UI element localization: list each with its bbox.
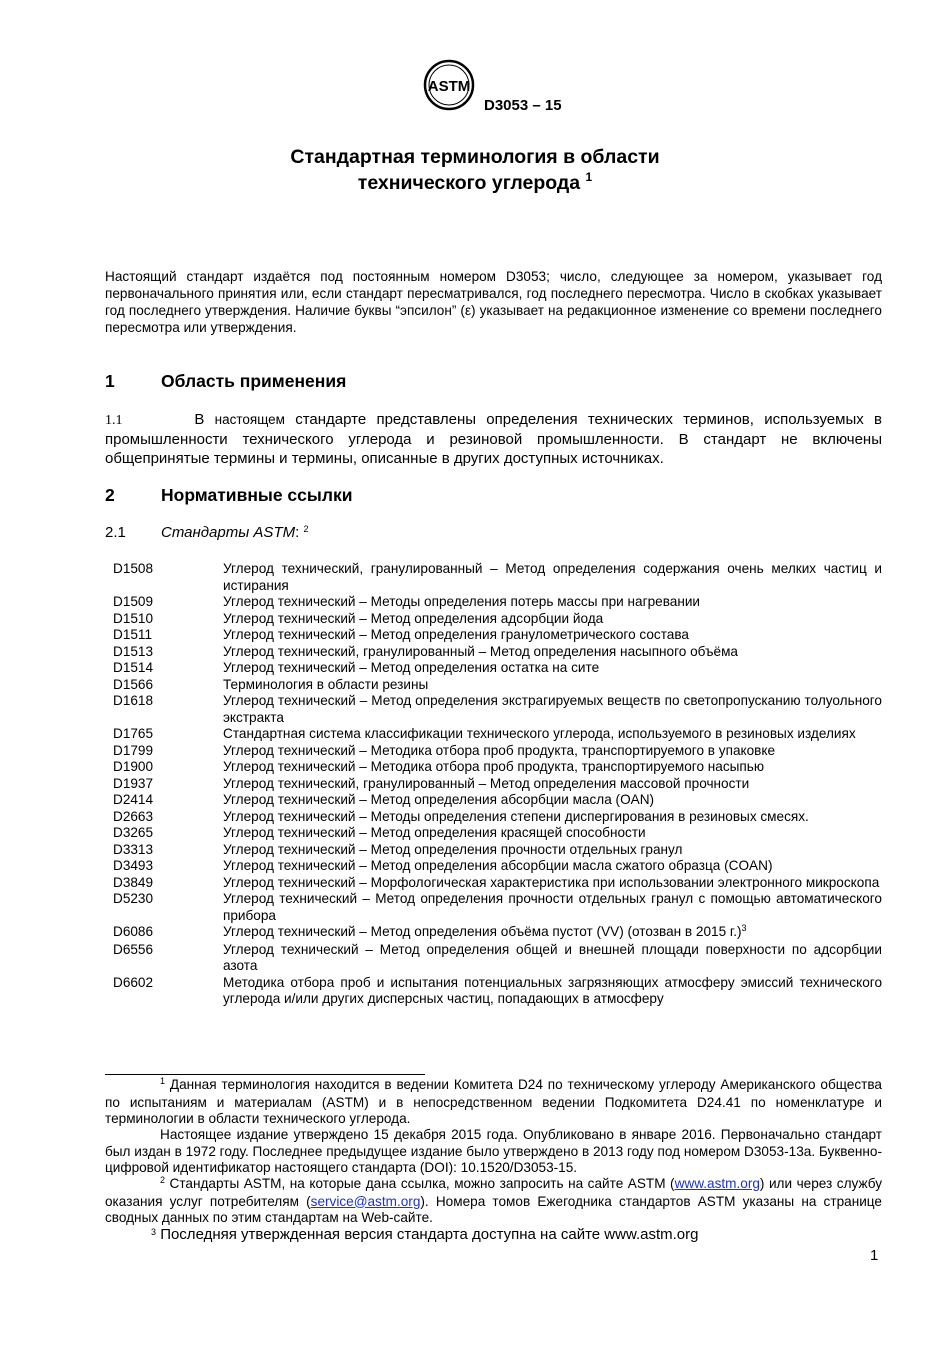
- section-1-number: 1: [105, 371, 115, 391]
- footnote-3: [151, 1226, 698, 1243]
- reference-title: [223, 660, 882, 677]
- reference-code: D1509: [113, 594, 154, 609]
- reference-code: D1799: [113, 742, 154, 758]
- reference-row: [113, 743, 882, 760]
- reference-row: [113, 677, 882, 694]
- intro-paragraph: Настоящий стандарт издаётся под постоянным номером D3053; число, следующее за номером, указывает год первоначального принятия или, если стандарт пересматривался, год последнего пересмотра. Число в скобках указывает год последнего утверждения. Наличие буквы “эпсилон” (ε) указывает на редакционное изменение со времени последнего пересмотра или утверждения.: [105, 269, 882, 335]
- reference-title: [223, 627, 882, 644]
- clause-1-1-word2: настоящем: [214, 412, 285, 427]
- reference-title: [223, 561, 882, 594]
- reference-code: D5230: [113, 891, 154, 906]
- reference-row: [113, 693, 882, 726]
- reference-title-text: Стандартная система классификации технического углерода, используемого в резиновых изделиях: [223, 726, 856, 741]
- reference-row: [113, 776, 882, 793]
- clause-1-1-text: стандарте представлены определения технических терминов, используемых в промышленности технического углерода и резиновой промышленности. В стандарт не включены общепринятые термины и термины, описанные в других доступных источниках.: [105, 411, 882, 467]
- reference-row: [113, 924, 882, 942]
- reference-title: [223, 743, 882, 760]
- reference-title: [223, 891, 882, 924]
- footnote-3-text: Последняя утвержденная версия стандарта доступна на сайте www.astm.org: [160, 1226, 699, 1243]
- reference-row: [113, 611, 882, 628]
- reference-title: [223, 644, 882, 661]
- reference-title-text: Углерод технический – Метод определения абсорбции масла (OAN): [223, 792, 655, 807]
- reference-title: [223, 759, 882, 776]
- footnote-1-text: Данная терминология находится в ведении Комитета D24 по техническому углероду Американского общества по испытаниям и материалам (ASTM) и в непосредственном ведении Подкомитета D24.41 по номенклатуре и терминологии в области технического углерода.: [105, 1077, 882, 1126]
- reference-row: [113, 875, 882, 892]
- reference-title: [223, 825, 882, 842]
- clause-1-1-word1: В: [194, 411, 205, 428]
- astm-logo: [419, 58, 479, 112]
- reference-title: [223, 858, 882, 875]
- section-1-title: Область применения: [161, 371, 347, 391]
- reference-row: [113, 726, 882, 743]
- title-footnote-ref: 1: [585, 170, 593, 184]
- reference-title-text: Углерод технический – Метод определения прочности отдельных гранул с помощью автоматического прибора: [223, 891, 882, 923]
- section-2-title: Нормативные ссылки: [161, 485, 353, 505]
- reference-title-text: Углерод технический – Методика отбора проб продукта, транспортируемого в упаковке: [223, 742, 776, 758]
- reference-code: D6086: [113, 924, 154, 939]
- reference-title-text: Углерод технический – Методы определения степени диспергирования в резиновых смесях.: [223, 808, 809, 824]
- reference-title: [223, 726, 882, 743]
- clause-2-1-footnote-ref: 2: [303, 524, 309, 534]
- clause-2-1-colon: :: [295, 524, 300, 541]
- reference-list: [113, 561, 882, 1008]
- reference-title-text: Терминология в области резины: [223, 676, 429, 692]
- reference-code: D3849: [113, 874, 154, 890]
- reference-title: [223, 942, 882, 975]
- reference-title: [223, 792, 882, 809]
- clause-1-1: [105, 410, 882, 468]
- reference-footnote-ref: 3: [741, 923, 747, 933]
- reference-code: D3313: [113, 841, 154, 857]
- reference-row: [113, 792, 882, 809]
- reference-code: D1900: [113, 759, 154, 774]
- clause-1-1-number: 1.1: [105, 413, 123, 428]
- section-2-heading: [105, 485, 882, 507]
- reference-title-text: Углерод технический, гранулированный – Метод определения содержания очень мелких частиц и истирания: [223, 561, 882, 593]
- footnote-2-mark: 2: [160, 1175, 166, 1185]
- reference-title-text: Углерод технический – Морфологическая характеристика при использовании электронного микроскопа: [223, 874, 880, 890]
- clause-2-1: [105, 524, 309, 541]
- reference-title-text: Углерод технический – Методика отбора проб продукта, транспортируемого насыпью: [223, 759, 765, 774]
- reference-title: [223, 975, 882, 1008]
- reference-title: [223, 677, 882, 694]
- reference-title: [223, 594, 882, 611]
- logo-text: ASTM: [427, 78, 471, 95]
- reference-row: [113, 858, 882, 875]
- reference-title-text: Углерод технический – Метод определения остатка на сите: [223, 660, 600, 675]
- reference-title: [223, 875, 882, 892]
- reference-code: D1514: [113, 660, 154, 675]
- reference-row: [113, 942, 882, 975]
- reference-code: D1765: [113, 726, 154, 741]
- reference-title-text: Углерод технический – Метод определения абсорбции масла сжатого образца (COAN): [223, 858, 773, 873]
- reference-row: [113, 561, 882, 594]
- reference-row: [113, 759, 882, 776]
- reference-code: D2414: [113, 792, 154, 807]
- footnote-1-mark: 1: [160, 1076, 166, 1086]
- reference-title-text: Углерод технический, гранулированный – Метод определения насыпного объёма: [223, 643, 738, 659]
- reference-title-text: Углерод технический – Метод определения экстрагируемых веществ по светопропусканию толуольного экстракта: [223, 693, 882, 725]
- reference-title-text: Углерод технический – Методы определения потерь массы при нагревании: [223, 594, 701, 609]
- reference-title: [223, 776, 882, 793]
- reference-row: [113, 825, 882, 842]
- reference-title: [223, 924, 882, 942]
- footnote-2-text-b: ) или через службу оказания услуг потребителям (: [105, 1176, 882, 1209]
- title-line-1: Стандартная терминология в области: [290, 146, 660, 168]
- reference-code: D3265: [113, 825, 154, 840]
- clause-2-1-title: Стандарты ASTM: [161, 524, 296, 541]
- reference-code: D1510: [113, 610, 154, 626]
- footnote-separator: [105, 1074, 425, 1075]
- footnote-2-text-c: ). Номера томов Ежегодника стандартов ASTM указаны на странице сводных данных по этим стандартам на Web-сайте.: [105, 1193, 882, 1225]
- reference-title: [223, 611, 882, 628]
- reference-title-text: Углерод технический – Метод определения гранулометрического состава: [223, 627, 689, 642]
- reference-title-text: Углерод технический – Метод определения красящей способности: [223, 825, 646, 840]
- reference-code: D1513: [113, 643, 154, 659]
- title-line-2-text: технического углерода: [357, 172, 581, 194]
- reference-row: [113, 891, 882, 924]
- footnote-2: [105, 1176, 882, 1227]
- section-1-heading: [105, 371, 882, 393]
- reference-code: D6556: [113, 941, 154, 957]
- reference-title-text: Углерод технический – Метод определения прочности отдельных гранул: [223, 841, 683, 857]
- reference-title-text: Углерод технический, гранулированный – Метод определения массовой прочности: [223, 775, 750, 791]
- reference-row: [113, 809, 882, 826]
- reference-row: [113, 644, 882, 661]
- footnote-1-edition: Настоящее издание утверждено 15 декабря 2015 года. Опубликовано в январе 2016. Первоначально стандарт был издан в 1972 году. Последнее предыдущее издание было утверждено в 2013 году под номером D3053-13a. Буквенно-цифровой идентификатор настоящего стандарта (DOI): 10.1520/D3053-15.: [105, 1127, 882, 1175]
- section-2-number: 2: [105, 485, 115, 505]
- astm-website-link[interactable]: www.astm.org: [674, 1176, 760, 1191]
- reference-code: D1566: [113, 676, 154, 692]
- clause-2-1-label: [161, 524, 308, 541]
- reference-row: [113, 627, 882, 644]
- footnote-2-text-a: Стандарты ASTM, на которые дана ссылка, можно запросить на сайте ASTM (: [169, 1176, 675, 1191]
- footnote-3-mark: 3: [151, 1227, 157, 1237]
- reference-title: [223, 809, 882, 826]
- reference-row: [113, 975, 882, 1008]
- reference-row: [113, 660, 882, 677]
- reference-row: [113, 594, 882, 611]
- footnote-1: [105, 1077, 882, 1128]
- reference-title-text: Углерод технический – Метод определения адсорбции йода: [223, 610, 604, 626]
- service-email-link[interactable]: service@astm.org: [310, 1193, 421, 1209]
- reference-title-text: Углерод технический – Метод определения общей и внешней площади поверхности по адсорбции азота: [223, 941, 882, 973]
- reference-row: [113, 842, 882, 859]
- reference-code: D1508: [113, 561, 154, 576]
- reference-title-text: Углерод технический – Метод определения объёма пустот (VV) (отозван в 2015 г.): [223, 924, 742, 939]
- clause-2-1-number: 2.1: [105, 524, 126, 541]
- reference-title-text: Методика отбора проб и испытания потенциальных загрязняющих атмосферу эмиссий технического углерода и/или других дисперсных частиц, попадающих в атмосферу: [223, 974, 882, 1006]
- designation: D3053 – 15: [484, 97, 562, 114]
- reference-code: D3493: [113, 858, 154, 873]
- reference-code: D6602: [113, 974, 154, 990]
- reference-code: D1937: [113, 775, 154, 791]
- reference-code: D2663: [113, 808, 154, 824]
- reference-code: D1618: [113, 693, 154, 708]
- reference-code: D1511: [113, 627, 153, 642]
- page-number: 1: [870, 1247, 879, 1264]
- reference-title: [223, 693, 882, 726]
- reference-title: [223, 842, 882, 859]
- title-line-2: [0, 172, 950, 195]
